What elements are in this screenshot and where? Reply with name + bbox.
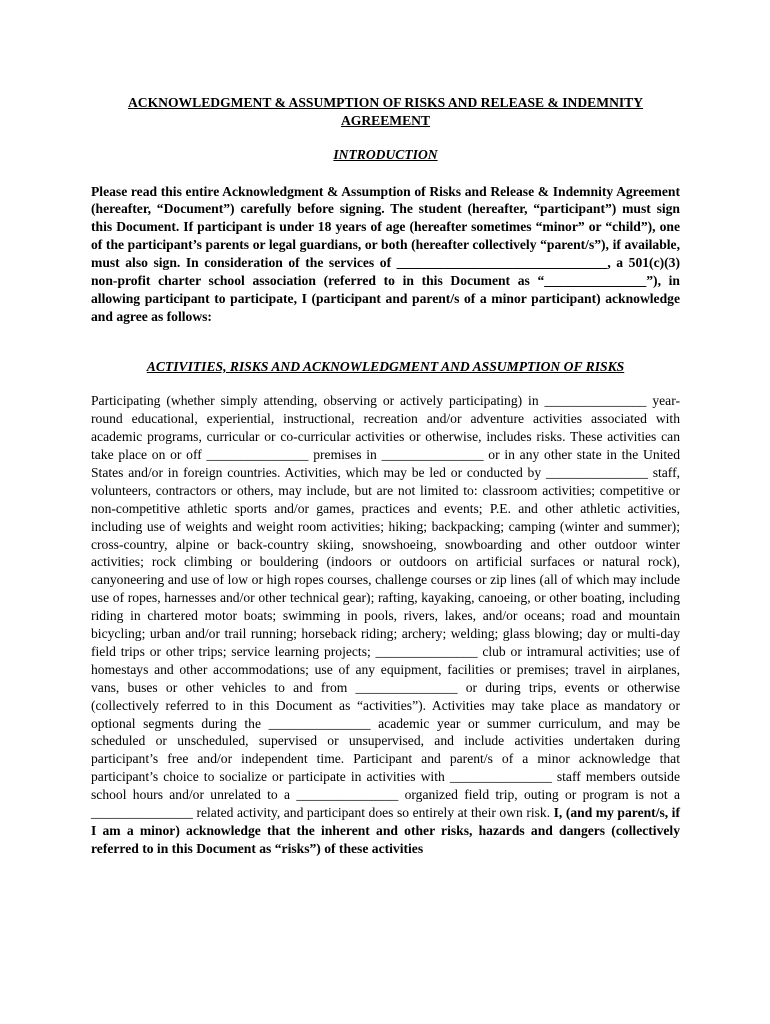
activities-paragraph-text: Participating (whether simply attending, observing or actively participating) in _______________ year-round educational, experiential, instructional, recreation and/or adventure activities associated with academic programs, curricular or co-curricular activities or otherwise, includes risks. These activities can take place on or off _______________ premises in _______________ or in any other state in the United States and/or in foreign countries. Activities, which may be led or conducted by _______________ staff, volunteers, contractors or others, may include, but are not limited to: classroom activities; competitive or non-competitive athletic sports and/or games, practices and events; P.E. and other athletic activities, including use of weights and weight room activities; hiking; backpacking; camping (winter and summer); cross-country, alpine or back-country skiing, snowshoeing, snowboarding and other outdoor winter activities; rock climbing or bouldering (indoors or outdoors on artificial surfaces or natural rock), canyoneering and use of low or high ropes courses, challenge courses or zip lines (all of which may include use of ropes, harnesses and/or other technical gear); rafting, kayaking, canoeing, or other boating, including riding in chartered motor boats; swimming in pools, rivers, lakes, and/or oceans; road and mountain bicycling; urban and/or trail running; horseback riding; archery; welding; glass blowing; day or multi-day field trips or other trips; service learning projects; _______________ club or intramural activities; use of homestays and other accommodations; use of any equipment, facilities or premises; travel in airplanes, vans, buses or other vehicles to and from _______________ or during trips, events or otherwise (collectively referred to in this Document as “activities”). Activities may take place as mandatory or optional segments during the _______________ academic year or summer curriculum, and may be scheduled or unscheduled, supervised or unsupervised, and include activities undertaken during participant’s free and/or independent time. Participant and parent/s of a minor acknowledge that participant’s choice to socialize or participate in activities with _______________ staff members outside school hours and/or unrelated to a _______________ organized field trip, outing or program is not a _______________ related activity, and participant does so entirely at their own risk.	[91, 393, 680, 821]
spacer	[91, 326, 680, 358]
document-title: ACKNOWLEDGMENT & ASSUMPTION OF RISKS AND RELEASE & INDEMNITY AGREEMENT	[127, 95, 644, 128]
activities-heading: ACTIVITIES, RISKS AND ACKNOWLEDGMENT AND ASSUMPTION OF RISKS	[146, 358, 625, 374]
spacer	[91, 164, 680, 183]
introduction-paragraph: Please read this entire Acknowledgment & Assumption of Risks and Release & Indemnity Agreement (hereafter, “Document”) carefully before signing. The student (hereafter, “participant”) must sign this Document. If participant is under 18 years of age (hereafter sometimes “minor” or “child”), one of the participant’s parents or legal guardians, or both (hereafter collectively “parent/s”), if available, must also sign. In consideration of the services of _______________________________, a 501(c)(3) non-profit charter school association (referred to in this Document as “_______________”), in allowing participant to participate, I (participant and parent/s of a minor participant) acknowledge and agree as follows:	[91, 183, 680, 324]
introduction-heading: INTRODUCTION	[333, 147, 438, 162]
spacer	[91, 129, 680, 146]
activities-paragraph-bold-text: I, (and my parent/s, if I am a minor) acknowledge that the inherent and other risks, hazards and dangers (collectively referred to in this Document as “risks”) of these activities	[91, 805, 680, 856]
activities-paragraph	[91, 392, 680, 858]
spacer	[91, 375, 680, 392]
